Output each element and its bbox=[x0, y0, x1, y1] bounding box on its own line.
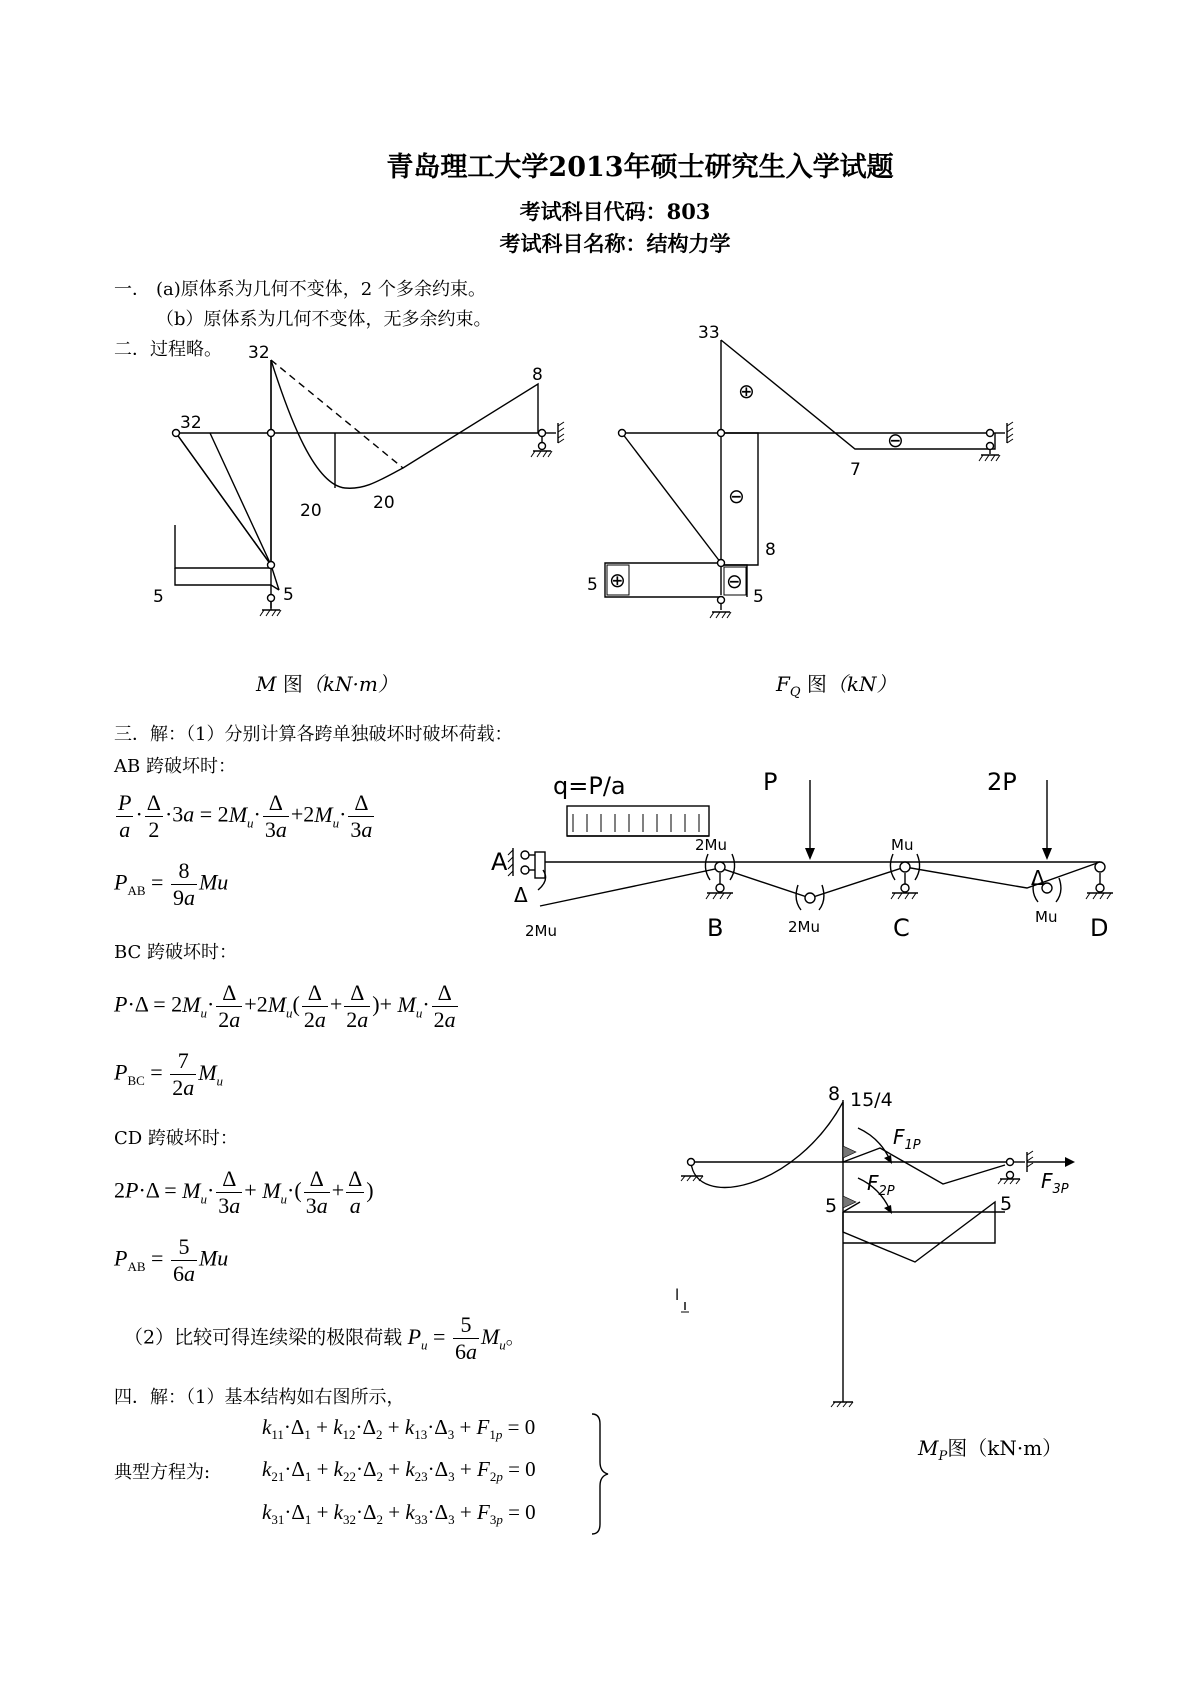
moment-2mu-a: 2Mu bbox=[525, 922, 557, 940]
delta-cd: Δ bbox=[1031, 866, 1045, 890]
fq-sign-plus-left: ⊕ bbox=[609, 568, 626, 592]
moment-mu-c: Mu bbox=[891, 836, 914, 854]
fq-sign-minus-bottom: ⊖ bbox=[726, 569, 743, 593]
support-c: C bbox=[893, 914, 910, 942]
eq-bc-work: $P\cdot\Delta = 2M_u\cdot$ $\frac{\Delta}{2a}$ $+2M_u$( $\frac{\Delta}{2a}$ + $\frac{\Delta}{2a}$ )+ $M_u\cdot$ $\frac{\Delta}{2a}$ bbox=[114, 980, 456, 1032]
support-d: D bbox=[1090, 914, 1109, 942]
fq-value-5-right: 5 bbox=[753, 587, 764, 607]
q3-ab-title: AB 跨破坏时： bbox=[114, 756, 236, 777]
q2-text: 二．过程略。 bbox=[114, 339, 222, 360]
fq-value-8: 8 bbox=[765, 540, 776, 560]
fq-diagram-caption: $F_Q$ 图（kN） bbox=[776, 672, 897, 700]
eq-ab-result: $P_{AB}$ = $\frac{8}{9a}$ Mu bbox=[114, 858, 229, 910]
m-diagram-caption: M 图（kN·m） bbox=[256, 672, 398, 696]
load-label: q=P/a bbox=[553, 772, 626, 800]
m-value-20-a: 20 bbox=[300, 501, 322, 521]
mp-value-5-right: 5 bbox=[1000, 1193, 1013, 1215]
mp-value-5-left: 5 bbox=[825, 1195, 838, 1217]
m-value-20-b: 20 bbox=[373, 493, 395, 513]
m-value-32-left: 32 bbox=[180, 413, 202, 433]
exam-code: 考试科目代码：803 bbox=[519, 199, 711, 224]
q4-eq-label: 典型方程为: bbox=[114, 1462, 211, 1483]
q4-header: 四．解：（1）基本结构如右图所示， bbox=[114, 1387, 405, 1408]
mp-value-8: 8 bbox=[828, 1083, 841, 1105]
mp-value-15-4: 15/4 bbox=[850, 1089, 893, 1111]
continuous-beam-diagram bbox=[491, 768, 1120, 960]
eq-ab-work: $\frac{P}{a}$ · $\frac{\Delta}{2}$ $\cdot 3a = 2M_u\cdot$ $\frac{\Delta}{3a}$ $+2M_u\cdot$ $\frac{\Delta}{3a}$ bbox=[118, 790, 373, 842]
q1-answer-a: (a)原体系为几何不变体，2 个多余约束。 bbox=[156, 279, 486, 300]
q3-header: 三．解：（1）分别计算各跨单独破坏时破坏荷载： bbox=[114, 724, 513, 745]
fq-sign-plus-top: ⊕ bbox=[738, 379, 755, 403]
force-f3p: $F_{3P}$ bbox=[1041, 1169, 1069, 1197]
fq-sign-minus-col: ⊖ bbox=[728, 484, 745, 508]
delta-a: Δ bbox=[514, 883, 528, 907]
m-value-8: 8 bbox=[532, 365, 543, 385]
fq-value-5-left: 5 bbox=[587, 575, 598, 595]
eq-typical-1: $k_{11}\cdot\Delta_1 + k_{12}\cdot\Delta_2 + k_{13}\cdot\Delta_3 + F_{1p} = 0$ bbox=[262, 1415, 536, 1443]
page-title: 青岛理工大学2013年硕士研究生入学试题 bbox=[386, 152, 894, 183]
m-value-32-top: 32 bbox=[248, 343, 270, 363]
q1-label: 一． bbox=[114, 279, 150, 300]
force-f1p: $F_{1P}$ bbox=[893, 1125, 921, 1153]
m-value-5-right: 5 bbox=[283, 585, 294, 605]
eq-typical-3: $k_{31}\cdot\Delta_1 + k_{32}\cdot\Delta_2 + k_{33}\cdot\Delta_3 + F_{3p} = 0$ bbox=[262, 1500, 536, 1528]
q1-answer-b: （b）原体系为几何不变体，无多余约束。 bbox=[156, 309, 492, 330]
fq-value-7: 7 bbox=[850, 460, 861, 480]
equation-brace bbox=[590, 1412, 610, 1536]
mp-diagram bbox=[675, 1080, 1095, 1405]
eq-typical-2: $k_{21}\cdot\Delta_1 + k_{22}\cdot\Delta_2 + k_{23}\cdot\Delta_3 + F_{2p} = 0$ bbox=[262, 1457, 536, 1485]
force-f2p: $F_{2P}$ bbox=[867, 1171, 895, 1199]
eq-bc-result: $P_{BC}$ = $\frac{7}{2a}$ $M_u$ bbox=[114, 1048, 224, 1100]
shear-diagram bbox=[585, 320, 1025, 640]
mp-small-mark: l bbox=[675, 1286, 680, 1304]
moment-diagram bbox=[140, 340, 590, 630]
exam-subject: 考试科目名称：结构力学 bbox=[499, 231, 731, 256]
fq-value-33: 33 bbox=[698, 323, 720, 343]
support-a: A bbox=[491, 848, 508, 876]
mp-diagram-caption: $M_P$图（kN·m） bbox=[918, 1436, 1063, 1464]
q3-cd-title: CD 跨破坏时： bbox=[114, 1128, 238, 1149]
eq-cd-result: $P_{AB}$ = $\frac{5}{6a}$ Mu bbox=[114, 1234, 229, 1286]
q3-bc-title: BC 跨破坏时： bbox=[114, 942, 238, 963]
moment-2mu-mid: 2Mu bbox=[788, 918, 820, 936]
p2-label: 2P bbox=[987, 768, 1017, 796]
moment-mu-d: Mu bbox=[1035, 908, 1058, 926]
m-value-5-left: 5 bbox=[153, 587, 164, 607]
eq-cd-work: $2P\cdot\Delta = M_u\cdot$ $\frac{\Delta}{3a}$ + $M_u\cdot$( $\frac{\Delta}{3a}$ + $\frac{\Delta}{a}$ ) bbox=[114, 1166, 374, 1218]
support-b: B bbox=[707, 914, 724, 942]
fq-sign-minus-right: ⊖ bbox=[887, 428, 904, 452]
moment-2mu-b: 2Mu bbox=[695, 836, 727, 854]
q3-conclusion: （2）比较可得连续梁的极限荷载 $P_u$ = $\frac{5}{6a}$ $M_u$。 bbox=[124, 1312, 525, 1364]
p-label: P bbox=[763, 768, 778, 796]
